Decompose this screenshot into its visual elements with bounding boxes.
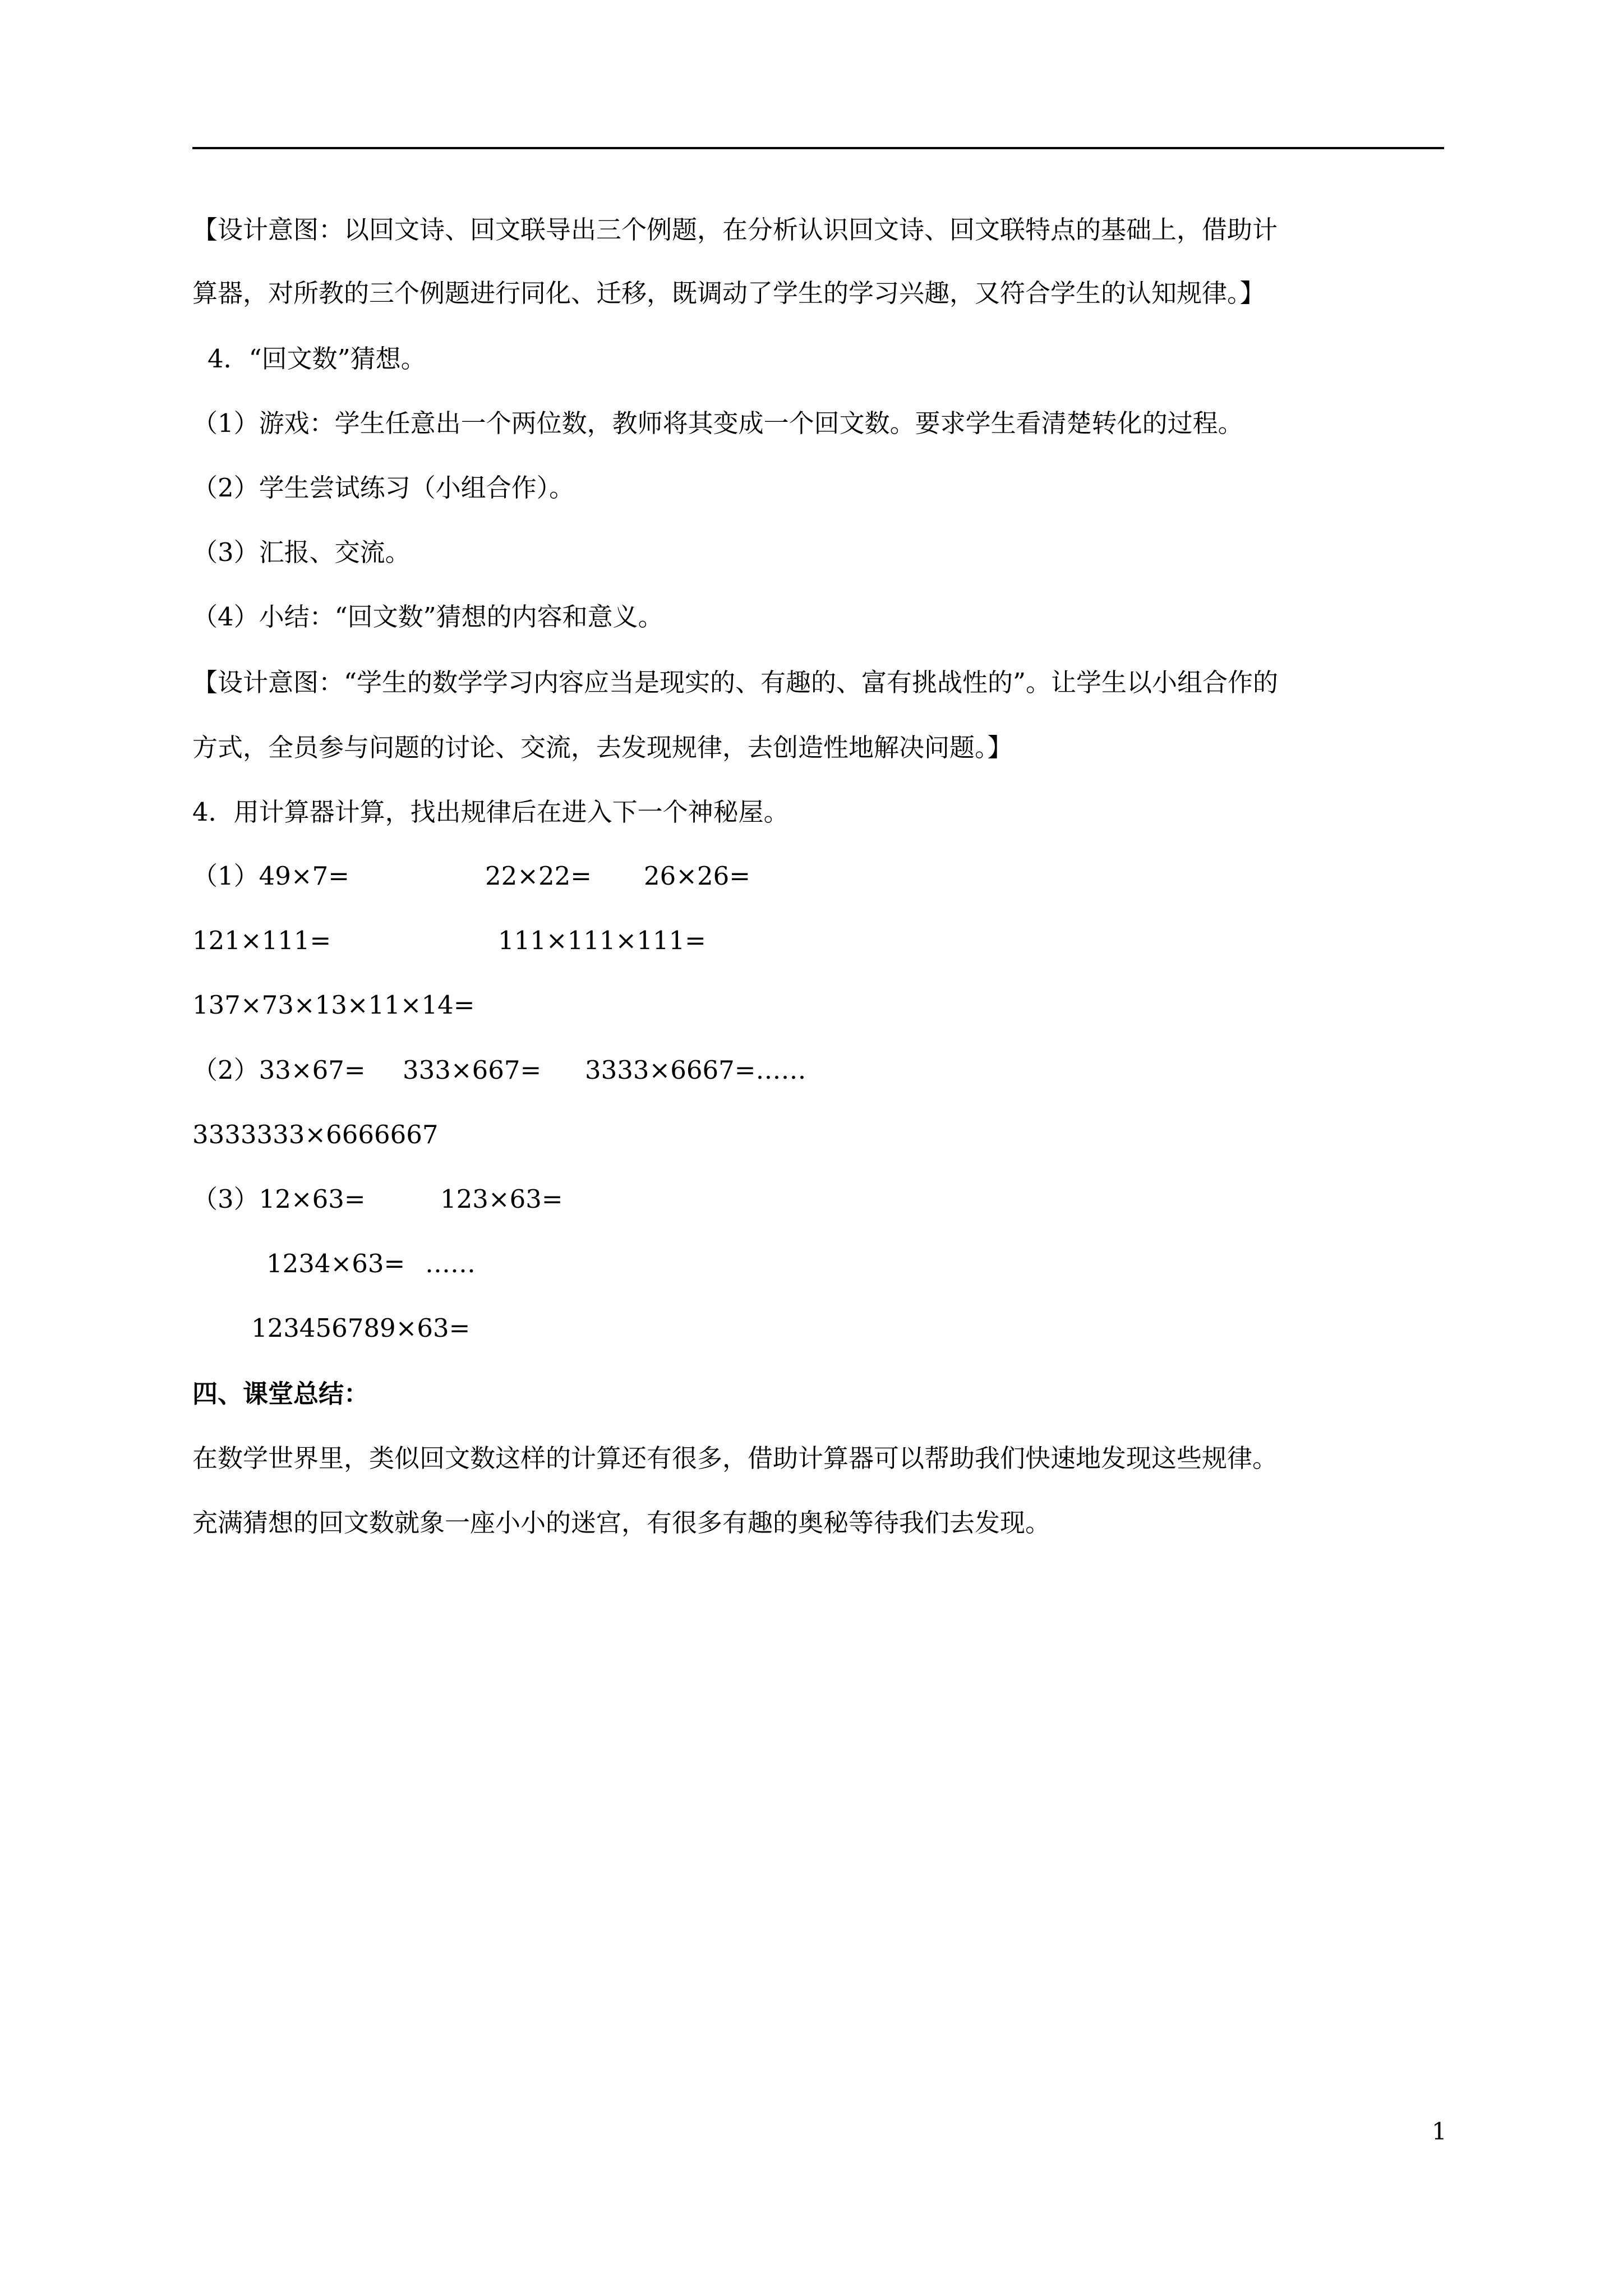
header-rule	[192, 147, 1444, 149]
section-heading-calculator: 4．用计算器计算，找出规律后在进入下一个神秘屋。	[192, 797, 789, 827]
step-3-report: （3）汇报、交流。	[192, 537, 411, 567]
summary-line-2: 充满猜想的回文数就象一座小小的迷宫，有很多有趣的奥秘等待我们去发现。	[192, 1508, 1051, 1538]
design-intent-1-line-2: 算器，对所教的三个例题进行同化、迁移，既调动了学生的学习兴趣，又符合学生的认知规律。】	[192, 278, 1265, 308]
step-1-game: （1）游戏：学生任意出一个两位数，教师将其变成一个回文数。要求学生看清楚转化的过程。	[192, 408, 1243, 438]
exercise-2c: 3333×6667=……	[585, 1055, 806, 1085]
exercise-1e: 111×111×111=	[498, 926, 706, 955]
exercise-1c: 26×26=	[644, 861, 750, 891]
page-number: 1	[1432, 2118, 1447, 2145]
exercise-1f: 137×73×13×11×14=	[192, 990, 475, 1020]
step-4-summary: （4）小结：“回文数”猜想的内容和意义。	[192, 602, 663, 632]
design-intent-2-line-2: 方式，全员参与问题的讨论、交流，去发现规律，去创造性地解决问题。】	[192, 733, 1013, 762]
step-2-practice: （2）学生尝试练习（小组合作）。	[192, 473, 575, 503]
exercise-3c: 1234×63=	[266, 1249, 405, 1278]
exercise-3b: 123×63=	[440, 1184, 563, 1214]
exercise-3a: （3）12×63=	[192, 1184, 366, 1214]
section-heading-palindrome-conjecture: 4．“回文数”猜想。	[208, 344, 426, 374]
exercise-2b: 333×667=	[403, 1055, 542, 1085]
design-intent-2-line-1: 【设计意图：“学生的数学学习内容应当是现实的、有趣的、富有挑战性的”。让学生以小组合作的	[192, 668, 1279, 697]
section-heading-class-summary: 四、课堂总结：	[192, 1379, 370, 1409]
exercise-1d: 121×111=	[192, 926, 331, 955]
exercise-1a: （1）49×7=	[192, 861, 349, 891]
exercise-2d: 3333333×6666667	[192, 1120, 439, 1149]
summary-line-1: 在数学世界里，类似回文数这样的计算还有很多，借助计算器可以帮助我们快速地发现这些规律。	[192, 1443, 1278, 1473]
design-intent-1-line-1: 【设计意图：以回文诗、回文联导出三个例题，在分析认识回文诗、回文联特点的基础上，借助计	[192, 215, 1278, 245]
exercise-3d: 123456789×63=	[251, 1313, 471, 1343]
exercise-1b: 22×22=	[485, 861, 592, 891]
exercise-3-ellipsis: ……	[425, 1249, 476, 1278]
exercise-2a: （2）33×67=	[192, 1055, 366, 1085]
